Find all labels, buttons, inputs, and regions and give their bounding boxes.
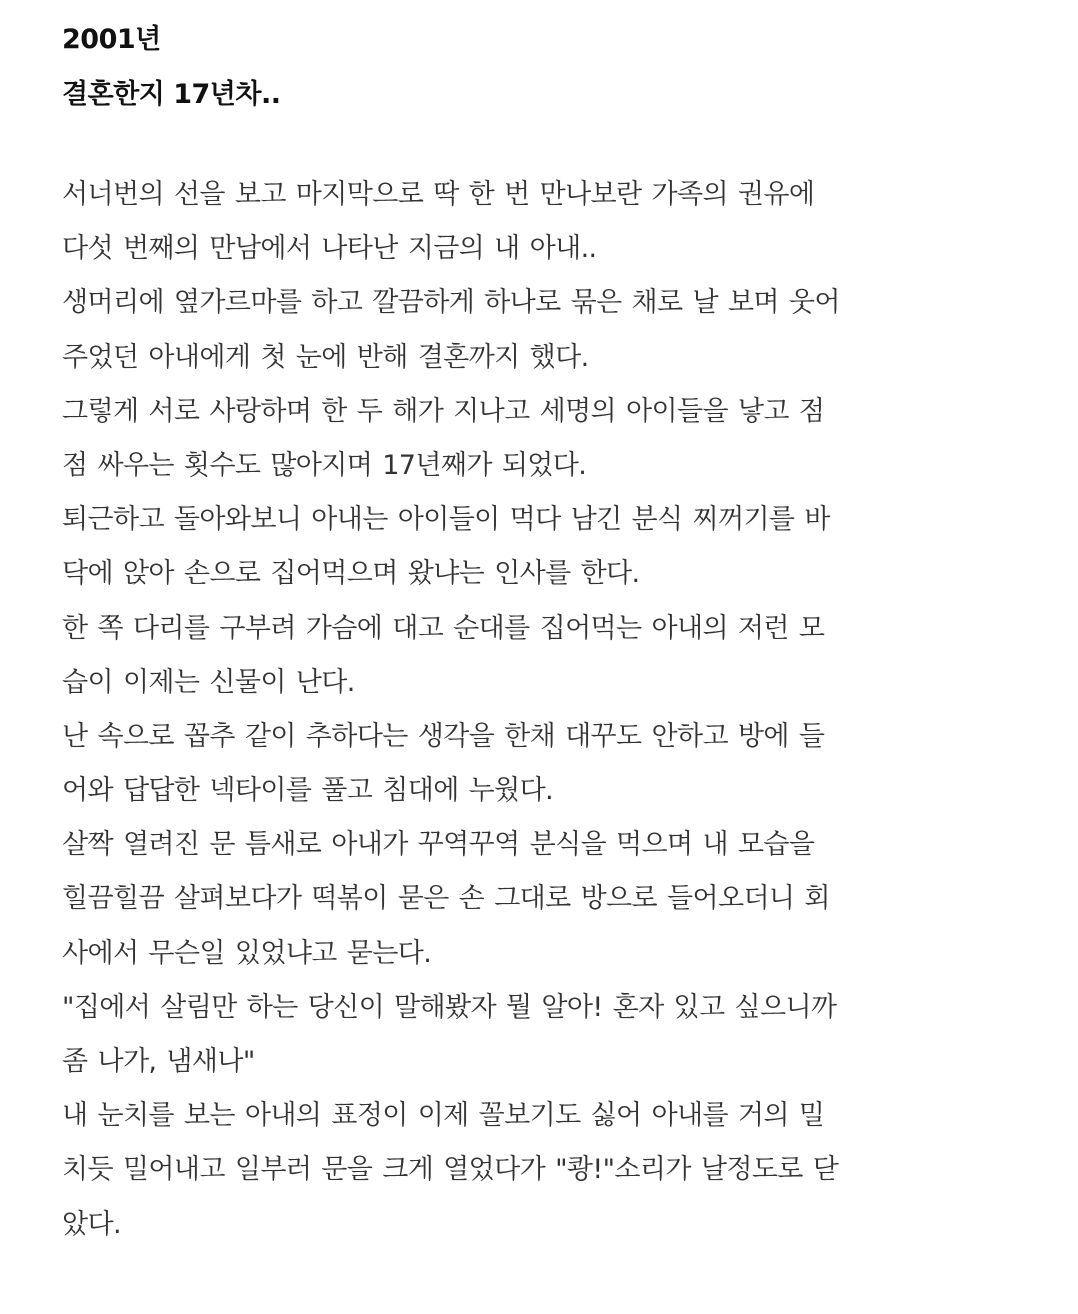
story-line: 좀 나가, 냄새나" xyxy=(62,1046,255,1077)
story-header xyxy=(62,12,1042,122)
story-line: 주었던 아내에게 첫 눈에 반해 결혼까지 했다. xyxy=(62,341,589,373)
story-line: 그렇게 서로 사랑하며 한 두 해가 지나고 세명의 아이들을 낳고 점 xyxy=(62,395,825,427)
story-line: 퇴근하고 돌아와보니 아내는 아이들이 먹다 남긴 분식 찌꺼기를 바 xyxy=(62,504,830,536)
story-line: 닥에 앉아 손으로 집어먹으며 왔냐는 인사를 한다. xyxy=(62,558,640,590)
story-line: 한 쪽 다리를 구부려 가슴에 대고 순대를 집어먹는 아내의 저런 모 xyxy=(62,612,825,644)
story-body xyxy=(62,168,1052,1252)
story-year: 2001년 xyxy=(62,24,161,55)
story-line: 생머리에 옆가르마를 하고 깔끔하게 하나로 묶은 채로 날 보며 웃어 xyxy=(62,287,840,319)
story-line: 내 눈치를 보는 아내의 표정이 이제 꼴보기도 싫어 아내를 거의 밀 xyxy=(62,1100,825,1132)
story-line: 점 싸우는 횟수도 많아지며 17년째가 되었다. xyxy=(62,449,587,481)
story-line: 난 속으로 꼽추 같이 추하다는 생각을 한채 대꾸도 안하고 방에 들 xyxy=(62,720,825,752)
story-line: 살짝 열려진 문 틈새로 아내가 꾸역꾸역 분식을 먹으며 내 모습을 xyxy=(62,829,815,861)
story-line: 습이 이제는 신물이 난다. xyxy=(62,666,355,698)
story-line: "집에서 살림만 하는 당신이 말해봤자 뭘 알아! 혼자 있고 싶으니까 xyxy=(62,991,837,1023)
story-line: 어와 답답한 넥타이를 풀고 침대에 누웠다. xyxy=(62,775,554,807)
story-line: 다섯 번째의 만남에서 나타난 지금의 내 아내.. xyxy=(62,233,597,265)
story-line: 힐끔힐끔 살펴보다가 떡볶이 묻은 손 그대로 방으로 들어오더니 회 xyxy=(62,883,830,915)
story-line: 았다. xyxy=(62,1208,121,1240)
story-line: 사에서 무슨일 있었냐고 묻는다. xyxy=(62,937,432,969)
story-line: 치듯 밀어내고 일부러 문을 크게 열었다가 "쾅!"소리가 날정도로 닫 xyxy=(62,1154,839,1186)
story-line: 서너번의 선을 보고 마지막으로 딱 한 번 만나보란 가족의 권유에 xyxy=(62,179,815,210)
story-subtitle: 결혼한지 17년차.. xyxy=(62,79,281,110)
